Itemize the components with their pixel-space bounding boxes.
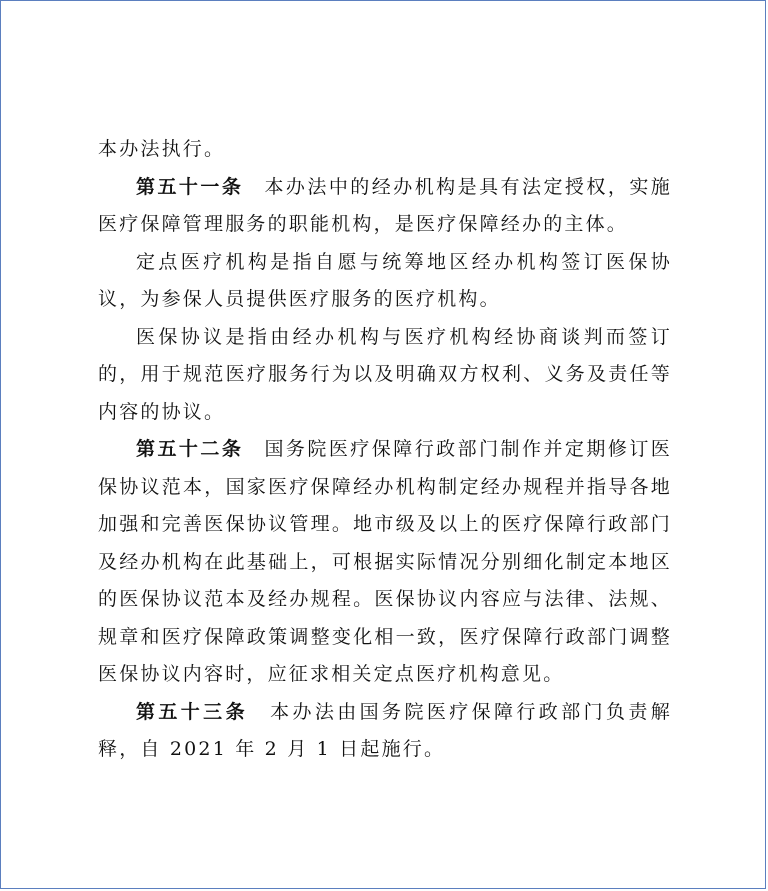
paragraph-article-51 <box>98 169 672 244</box>
paragraph-text: 本办法由国务院医疗保障行政部门负责解释，自 2021 年 2 月 1 日起施行。 <box>98 700 672 760</box>
paragraph <box>98 244 672 319</box>
article-number: 第五十二条 <box>136 438 244 460</box>
paragraph-article-52 <box>98 431 672 694</box>
paragraph <box>98 131 672 169</box>
document-body <box>98 131 672 769</box>
paragraph-article-53 <box>98 694 672 769</box>
paragraph-text: 本办法中的经办机构是具有法定授权，实施医疗保障管理服务的职能机构，是医疗保障经办的主体。 <box>98 175 672 235</box>
paragraph-text: 本办法执行。 <box>98 138 226 160</box>
article-number: 第五十三条 <box>136 700 248 723</box>
paragraph-text: 定点医疗机构是指自愿与统筹地区经办机构签订医保协议，为参保人员提供医疗服务的医疗机构。 <box>98 250 672 310</box>
paragraph-text: 医保协议是指由经办机构与医疗机构经协商谈判而签订的，用于规范医疗服务行为以及明确双方权利、义务及责任等内容的协议。 <box>98 325 672 423</box>
paragraph <box>98 319 672 432</box>
paragraph-text: 国务院医疗保障行政部门制作并定期修订医保协议范本，国家医疗保障经办机构制定经办规程并指导各地加强和完善医保协议管理。地市级及以上的医疗保障行政部门及经办机构在此基础上，可根据实际情况分别细化制定本地区的医保协议范本及经办规程。医保协议内容应与法律、法规、规章和医疗保障政策调整变化相一致，医疗保障行政部门调整医保协议内容时，应征求相关定点医疗机构意见。 <box>98 438 672 685</box>
article-number: 第五十一条 <box>136 175 244 198</box>
